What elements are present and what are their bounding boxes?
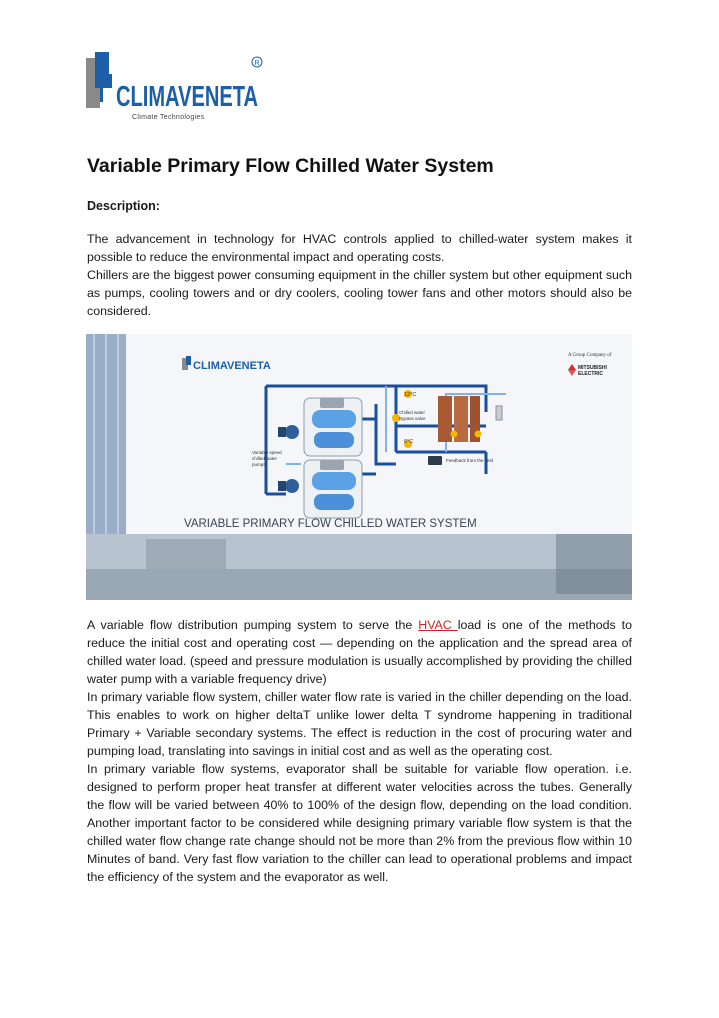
page-title: Variable Primary Flow Chilled Water System <box>87 155 494 177</box>
banner-group-text: A Group Company of <box>568 353 612 358</box>
banner-partner-1: MITSUBISHI <box>578 365 607 371</box>
body-paragraph-1 <box>87 616 632 688</box>
system-diagram-image <box>86 334 632 600</box>
hvac-link[interactable]: HVAC <box>418 618 458 632</box>
label-pumps-3: pumps <box>252 462 266 467</box>
label-bypass-1: Chilled water <box>399 410 426 415</box>
label-6c: 6°C <box>404 439 414 445</box>
logo-wordmark: CLIMAVENETA <box>116 81 259 113</box>
banner-brand: CLIMAVENETA <box>193 360 271 372</box>
intro-paragraph <box>87 230 632 320</box>
body-p1-after: load is one of the methods to reduce the initial cost and operating cost — depending on the application and the spread area of chilled water load. (speed and pressure modulation is usually accomplished by providing the chilled water pump with a variable frequency drive) <box>87 618 632 686</box>
banner-partner-2: ELECTRIC <box>578 371 603 377</box>
intro-line-1: The advancement in technology for HVAC controls applied to chilled-water system makes it possible to reduce the environmental impact and operating costs. <box>87 232 632 264</box>
label-pumps-1: Variable speed <box>252 450 282 455</box>
body-p1-before: A variable flow distribution pumping system to serve the <box>87 618 419 632</box>
label-12c: 12°C <box>404 392 417 398</box>
logo-tagline: Climate Technologies <box>132 114 205 121</box>
body-paragraph-2: In primary variable flow system, chiller water flow rate is varied in the chiller depending on the load. This enables to work on higher deltaT unlike lower delta T syndrome happening in traditional Primary + Variable secondary systems. The effect is reduction in the cost of procuring water and pumping load, translating into savings in initial cost and as well as the operating cost. <box>87 690 632 758</box>
body-paragraph-3: In primary variable flow systems, evaporator shall be suitable for variable flow operation. i.e. designed to perform proper heat transfer at different water velocities across the tubes. Generally the flow will be varied between 40% to 100% of the design flow, depending on the load condition. Another important factor to be considered while designing primary variable flow system is that the chilled water flow change rate change should not be more than 2% from the previous flow within 10 Minutes of band. Very fast flow variation to the chiller can lead to operational problems and impact the efficiency of the system and the evaporator as well. <box>87 762 632 884</box>
banner-caption: VARIABLE PRIMARY FLOW CHILLED WATER SYSTEM <box>184 518 477 530</box>
intro-line-2: Chillers are the biggest power consuming equipment in the chiller system but other equipment such as pumps, cooling towers and or dry coolers, cooling tower fans and other motors should also be considered. <box>87 268 632 318</box>
description-label: Description: <box>87 199 160 213</box>
body-text <box>87 616 632 886</box>
label-bypass-2: Bypass valve <box>399 416 426 421</box>
registered-mark: R <box>254 60 260 67</box>
label-feedback: Feedback from the field <box>446 458 494 463</box>
label-pumps-2: chilled water <box>252 456 278 461</box>
